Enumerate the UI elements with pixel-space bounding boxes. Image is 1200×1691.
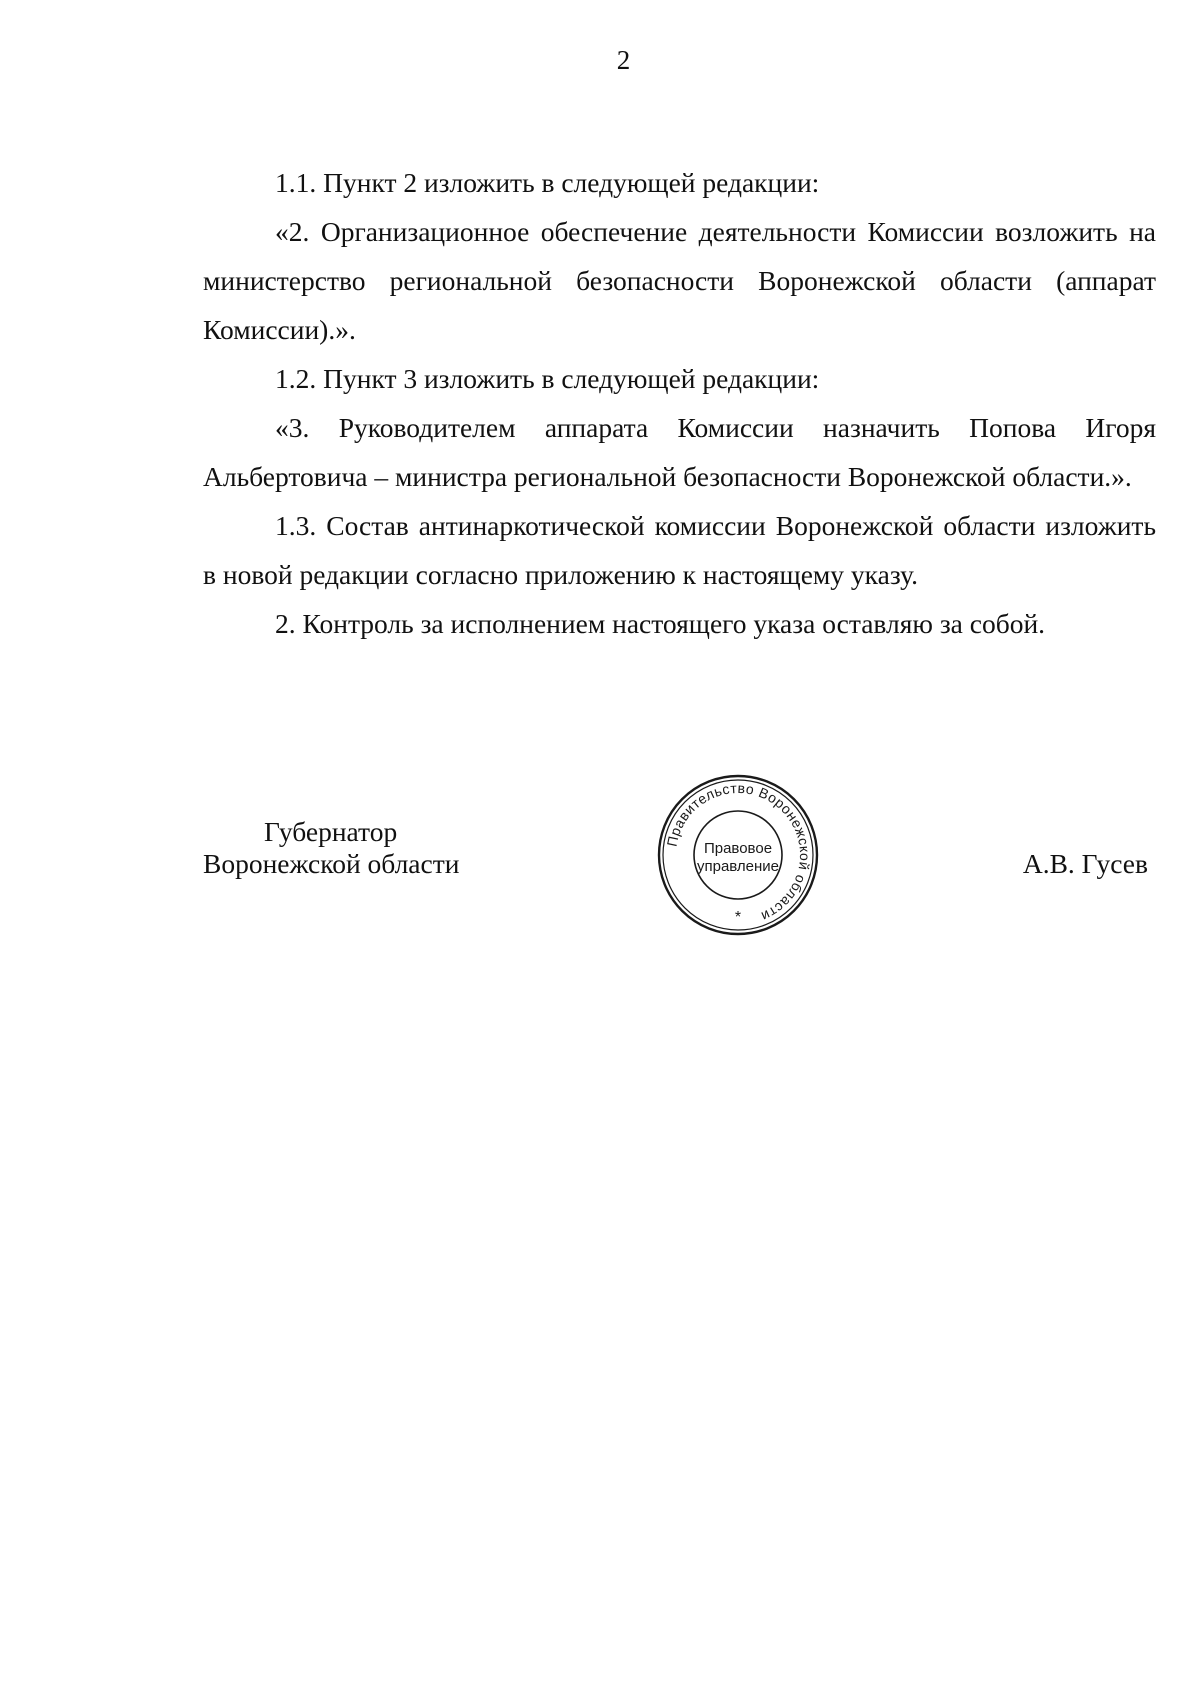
page-number: 2 (616, 45, 631, 75)
document-body (203, 158, 1156, 648)
stamp-center-line2: управление (696, 858, 780, 875)
paragraph-1-2: 1.2. Пункт 3 изложить в следующей редакции: (275, 363, 820, 394)
signatory-position (203, 816, 523, 880)
paragraph-item-3-text: «3. Руководителем аппарата Комиссии назначить Попова Игоря Альбертовича – министра региональной безопасности Воронежской области.». (203, 412, 1156, 492)
stamp-star: * (734, 909, 742, 926)
official-stamp (656, 772, 820, 938)
signatory-region: Воронежской области (203, 848, 460, 879)
paragraph-2: 2. Контроль за исполнением настоящего указа оставляю за собой. (275, 608, 1046, 639)
signatory-name: А.В. Гусев (1022, 848, 1148, 879)
paragraph-1-1: 1.1. Пункт 2 изложить в следующей редакции: (275, 167, 820, 198)
stamp-ring-text: Правительство Воронежской области (663, 779, 814, 925)
paragraph-1-3: 1.3. Состав антинаркотической комиссии Воронежской области изложить в новой редакции согласно приложению к настоящему указу. (203, 510, 1156, 590)
stamp-center-line1: Правовое (703, 840, 773, 857)
paragraph-item-2-text: «2. Организационное обеспечение деятельности Комиссии возложить на министерство региональной безопасности Воронежской области (аппарат Комиссии).». (203, 216, 1156, 345)
signatory-title: Губернатор (264, 816, 398, 847)
